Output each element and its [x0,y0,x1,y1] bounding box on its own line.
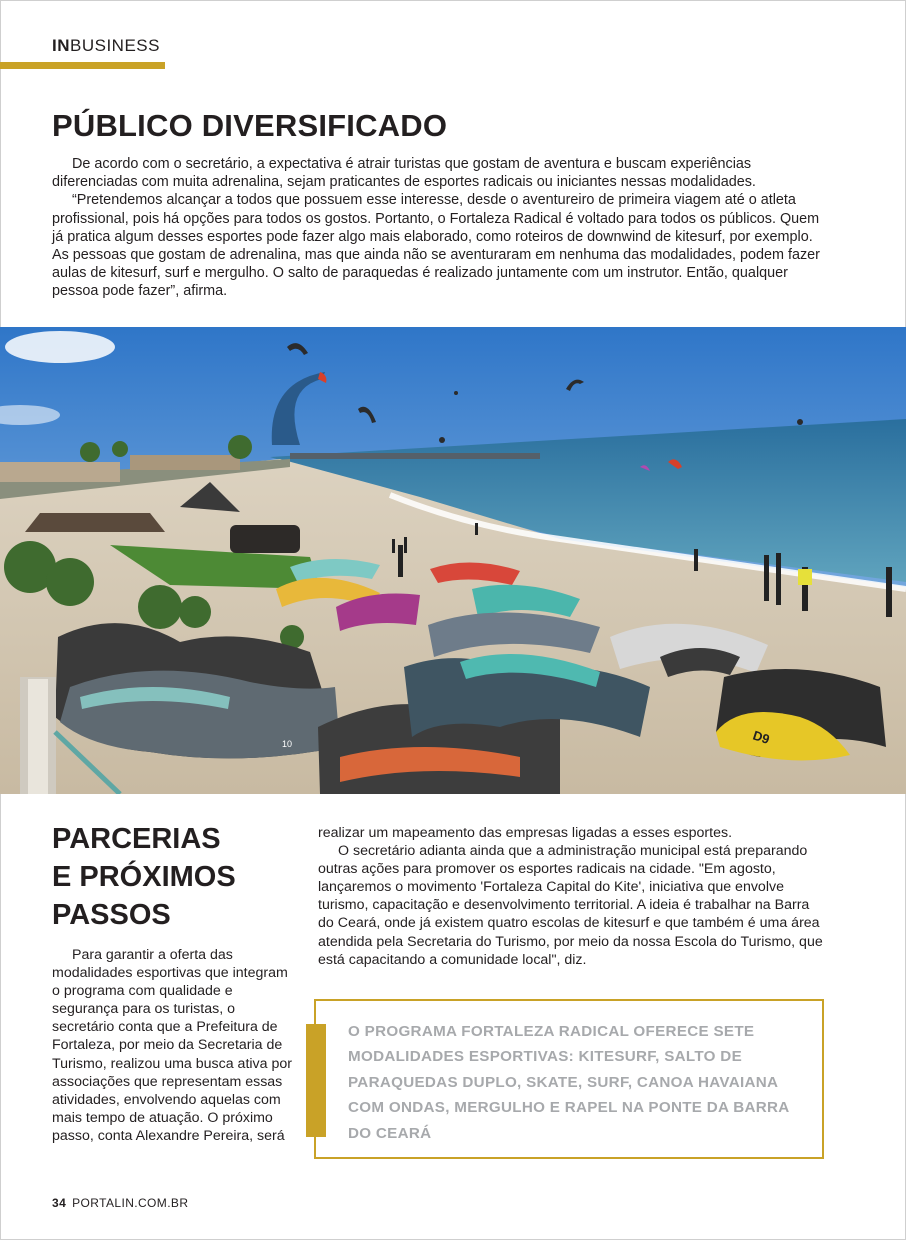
left-paragraph: Para garantir a oferta das modalidades esportivas que integram o programa com qualidade e segurança para os turistas, o secretário conta que a Prefeitura de Fortaleza, por meio da Secretaria de Turismo, realizou uma busca ativa por associações que representam essas atividades, envolvendo aquelas com mais tempo de atuação. O próximo passo, conta Alexandre Pereira, será [52,947,292,1144]
section-tag-rest: BUSINESS [70,36,160,55]
section-tag-rule [0,62,165,69]
left-column [52,946,294,1145]
right-continuation: realizar um mapeamento das empresas ligadas a esses esportes. [318,825,733,841]
page-footer [52,1196,188,1210]
page-number: 34 [52,1196,67,1210]
intro-paragraph-1: De acordo com o secretário, a expectativa é atrair turistas que gostam de aventura e buscam experiências diferenciadas com muita adrenalina, sejam praticantes de esportes radicais ou iniciantes nessas modalidades. [52,156,756,191]
beach-kites-photo [0,327,906,794]
kite-print-text-1: 10 [282,739,293,749]
pullquote-text: O PROGRAMA FORTALEZA RADICAL OFERECE SETE MODALIDADES ESPORTIVAS: KITESURF, SALTO DE PARAQUEDAS DUPLO, SKATE, SURF, CANOA HAVAIANA COM ONDAS, MERGULHO E RAPEL NA PONTE DA BARRA DO CEARÁ [348,1023,790,1142]
section-tag-strong: IN [52,36,70,55]
kite-print-text-2: D9 [751,727,772,747]
section-tag [52,36,160,56]
subsection-title [52,820,236,934]
right-column [318,824,826,969]
subsection-title-line-2: E PRÓXIMOS [52,861,236,893]
section-title: PÚBLICO DIVERSIFICADO [52,108,448,143]
pullquote-accent-bar [306,1024,326,1137]
intro-paragraph-2: “Pretendemos alcançar a todos que possuem esse interesse, desde o aventureiro de primeira viagem até o atleta profissional, pois há opções para todos os gostos. Portanto, o Fortaleza Radical é voltado para todos os públicos. Quem já pratica algum desses esportes pode fazer algo mais elaborado, como roteiros de downwind de kitesurf, por exemplo. As pessoas que gostam de adrenalina, mas que ainda não se aventuraram em nenhuma das modalidades, podem fazer aulas de kitesurf, surf e mergulho. O salto de paraquedas é realizado juntamente com um instrutor. Então, qualquer pessoa pode fazer”, afirma. [52,192,820,300]
intro-text [52,155,822,301]
right-paragraph: O secretário adianta ainda que a administração municipal está preparando outras ações para promover os esportes radicais na cidade. "Em agosto, lançaremos o movimento 'Fortaleza Capital do Kite', iniciativa que envolve turismo, capacitação e desenvolvimento territorial. A ideia é trabalhar na Barra do Ceará, onde já existem quatro escolas de kitesurf e que também é uma área atendida pela Secretaria do Turismo, por meio da nossa Escola do Turismo, que está capacitando a comunidade local", diz. [318,843,823,968]
site-name: PORTALIN.COM.BR [72,1196,189,1210]
subsection-title-line-1: PARCERIAS [52,823,221,855]
subsection-title-line-3: PASSOS [52,899,171,931]
